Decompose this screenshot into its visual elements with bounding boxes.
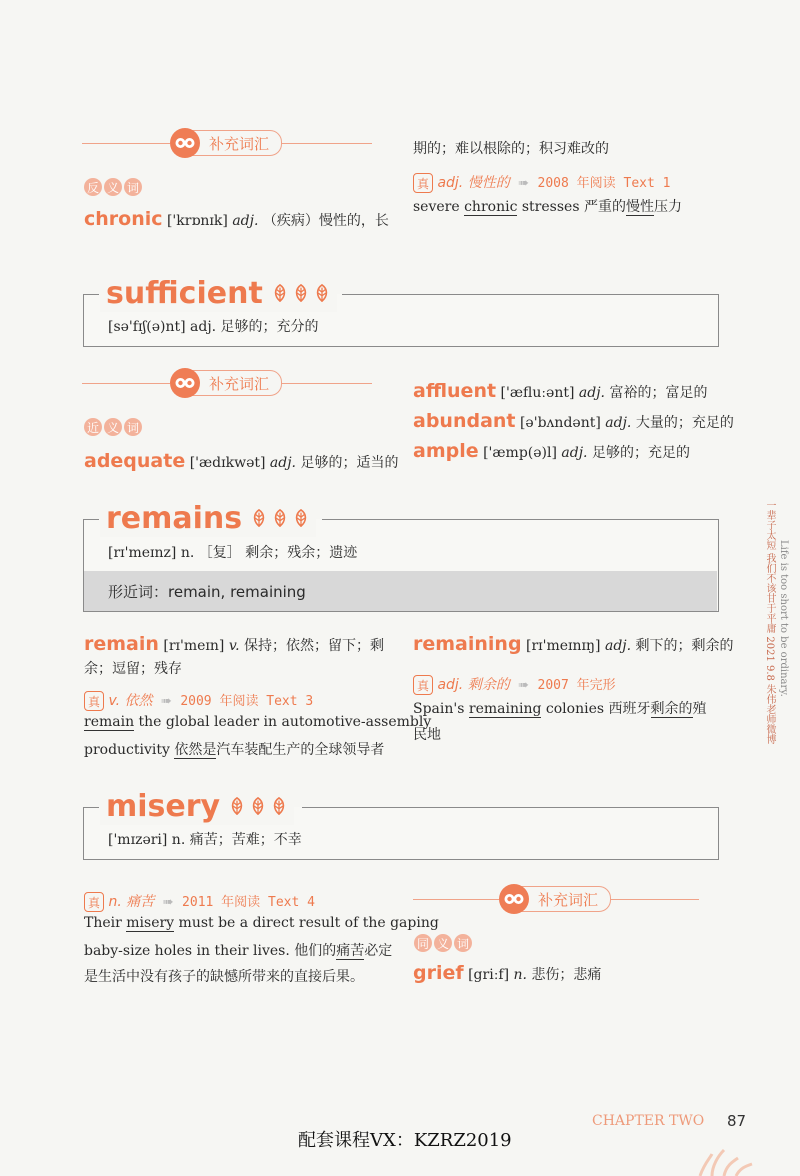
- word-title-remains: remains: [100, 499, 316, 537]
- example-remain-2: productivity 依然是汽车装配生产的全球领导者: [84, 742, 385, 758]
- example-misery-2: baby-size holes in their lives. 他们的痛苦必定: [84, 943, 393, 959]
- example-misery-3: 是生活中没有孩子的缺憾所带来的直接后果。: [84, 969, 364, 985]
- supplement-label: 补充词汇: [188, 370, 282, 396]
- real-exam-remaining: 真 adj. 剩余的 ➠ 2007 年完形: [413, 674, 616, 695]
- remains-definition: [rɪ'meɪnz] n. ［复］ 剩余；残余；遗迹: [108, 545, 358, 561]
- owl-icon: [170, 128, 200, 158]
- owl-icon: [499, 884, 529, 914]
- remains-similar-words: 形近词：remain, remaining: [108, 583, 306, 601]
- entry-remaining: remaining [rɪ'meɪnɪŋ] adj. 剩下的；剩余的: [413, 633, 734, 655]
- remain-def-cont: 余；逗留；残存: [84, 661, 182, 677]
- misery-definition: ['mɪzəri] n. 痛苦；苦难；不幸: [108, 832, 302, 848]
- example-remaining-1: Spain's remaining colonies 西班牙剩余的殖: [413, 701, 707, 717]
- entry-grief: grief [griːf] n. 悲伤；悲痛: [413, 962, 602, 984]
- supplement-label: 补充词汇: [188, 130, 282, 156]
- star-leaves-icon: [250, 509, 310, 527]
- entry-ample: ample ['æmp(ə)l] adj. 足够的；充足的: [413, 440, 690, 462]
- page-number: 87: [727, 1112, 747, 1130]
- grass-decoration-icon: [690, 1146, 760, 1176]
- star-leaves-icon: [271, 284, 331, 302]
- real-exam-remain: 真 v. 依然 ➠ 2009 年阅读 Text 3: [84, 690, 313, 711]
- supplement-header: [82, 128, 372, 158]
- side-quote: 一辈子太短 我们不该甘于平庸 2021 9.8 朱伟老师微博: [764, 500, 775, 745]
- owl-icon: [170, 368, 200, 398]
- entry-affluent: affluent ['æfluːənt] adj. 富裕的；富足的: [413, 380, 708, 402]
- word-title-misery: misery: [100, 787, 294, 825]
- supplement-label: 补充词汇: [517, 886, 611, 912]
- star-leaves-icon: [228, 797, 288, 815]
- real-exam-chronic: 真 adj. 慢性的 ➠ 2008 年阅读 Text 1: [413, 172, 670, 193]
- watermark-text: 配套课程VX：KZRZ2019: [298, 1130, 512, 1151]
- example-remaining-2: 民地: [413, 727, 441, 743]
- example-misery-1: Their misery must be a direct result of the gaping: [84, 915, 439, 931]
- near-synonym-tag: 近 义 词: [84, 418, 142, 436]
- entry-adequate: adequate ['ædɪkwət] adj. 足够的；适当的: [84, 450, 399, 472]
- side-quote-english: Life is too short to be ordinary.: [778, 540, 789, 697]
- supplement-header: [82, 368, 372, 398]
- example-remain-1: remain the global leader in automotive-assembly: [84, 714, 432, 730]
- entry-remain: remain [rɪ'meɪn] v. 保持；依然；留下；剩: [84, 633, 384, 655]
- entry-chronic: chronic ['krɒnɪk] adj. （疾病）慢性的，长: [84, 208, 389, 230]
- chronic-def-continued: 期的；难以根除的；积习难改的: [413, 141, 609, 157]
- supplement-header: [413, 884, 699, 914]
- real-exam-misery: 真 n. 痛苦 ➠ 2011 年阅读 Text 4: [84, 891, 315, 912]
- word-title-sufficient: sufficient: [100, 274, 337, 312]
- chapter-label: CHAPTER TWO: [592, 1113, 705, 1129]
- synonym-tag: 同 义 词: [414, 934, 472, 952]
- entry-abundant: abundant [ə'bʌndənt] adj. 大量的；充足的: [413, 410, 734, 432]
- example-chronic: severe chronic stresses 严重的慢性压力: [413, 199, 682, 215]
- antonym-tag: 反 义 词: [84, 178, 142, 196]
- sufficient-definition: [sə'fɪʃ(ə)nt] adj. 足够的；充分的: [108, 319, 319, 335]
